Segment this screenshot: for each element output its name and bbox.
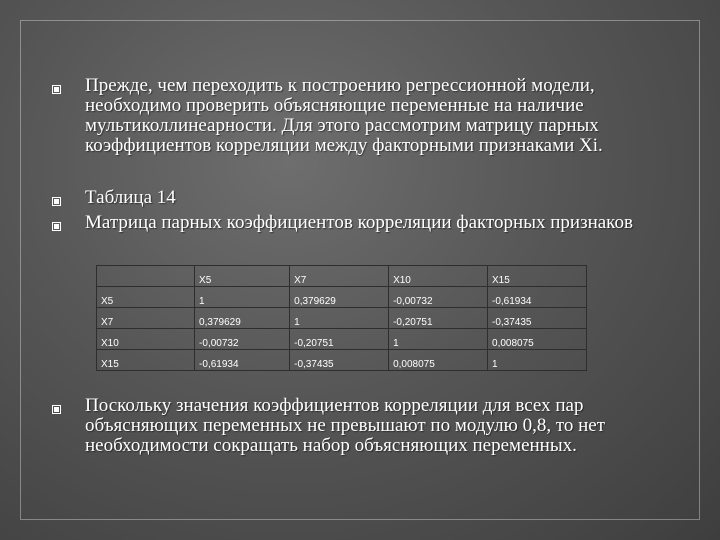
table-cell: X7 [290,266,389,287]
table-cell: 0,008075 [389,350,488,371]
table-cell: X15 [488,266,587,287]
table-cell: -0,61934 [488,287,587,308]
correlation-matrix-table [96,265,587,371]
table-cell: X15 [97,350,195,371]
table-cell: 1 [290,308,389,329]
table-cell: X10 [97,329,195,350]
bullet-item [52,76,692,156]
table-row [97,350,587,371]
table-cell: -0,00732 [389,287,488,308]
table-cell: X5 [97,287,195,308]
table-cell: 0,008075 [488,329,587,350]
table-cell [97,266,195,287]
bullet-text: Прежде, чем переходить к построению регрессионной модели, необходимо проверить объясняющие переменные на наличие мультиколлинеарности. Для этого рассмотрим матрицу парных коэффициентов корреляции между факторными признаками Xi. [85,75,603,156]
square-bullet-icon [52,85,61,94]
bullet-item [52,396,692,456]
table-cell: -0,37435 [488,308,587,329]
table-row [97,287,587,308]
bullet-item [52,213,692,233]
table-cell: 1 [195,287,290,308]
table-cell: X7 [97,308,195,329]
square-bullet-icon [52,222,61,231]
table-cell: -0,00732 [195,329,290,350]
table-cell: -0,20751 [290,329,389,350]
table-cell: 1 [488,350,587,371]
square-bullet-icon [52,405,61,414]
bullet-text: Таблица 14 [85,187,176,208]
table-cell: 0,379629 [290,287,389,308]
table-row [97,329,587,350]
table-cell: -0,37435 [290,350,389,371]
table-cell: 0,379629 [195,308,290,329]
table-cell: X5 [195,266,290,287]
table-cell: -0,20751 [389,308,488,329]
square-bullet-icon [52,197,61,206]
bullet-text: Матрица парных коэффициентов корреляции факторных признаков [85,212,633,233]
bullet-item [52,188,692,208]
table-cell: -0,61934 [195,350,290,371]
table-header-row [97,266,587,287]
bullet-text: Поскольку значения коэффициентов корреляции для всех пар объясняющих переменных не превышают по модулю 0,8, то нет необходимости сокращать набор объясняющих переменных. [85,395,606,456]
table-cell: X10 [389,266,488,287]
table-row [97,308,587,329]
table-cell: 1 [389,329,488,350]
